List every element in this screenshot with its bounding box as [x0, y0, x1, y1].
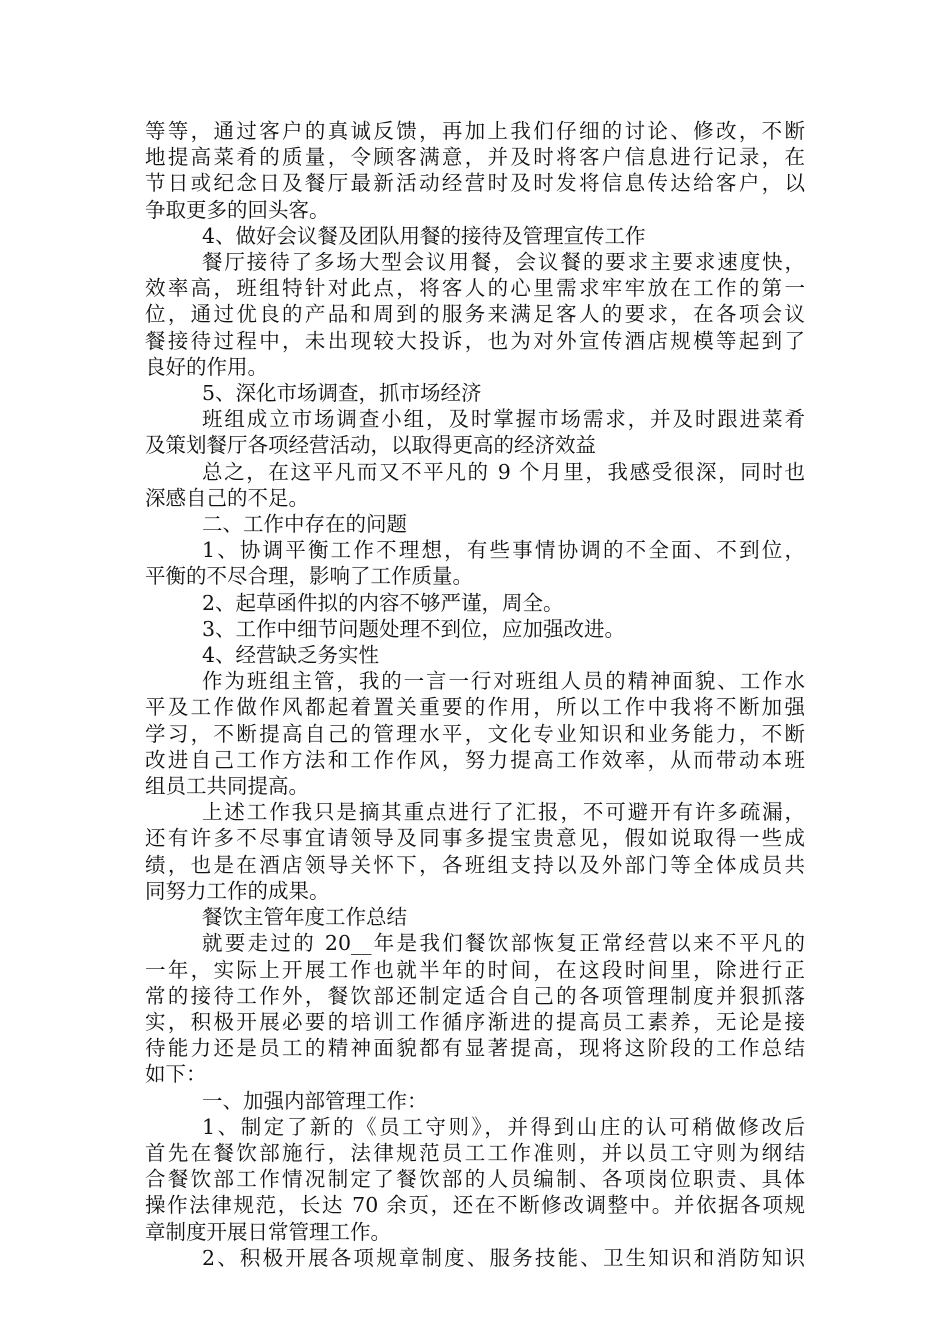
text-line: 餐厅接待了多场大型会议用餐，会议餐的要求主要求速度快，: [202, 250, 805, 275]
text-line: 同努力工作的成果。: [145, 878, 330, 903]
text-line: 2、起草函件拟的内容不够严谨，周全。: [202, 590, 564, 615]
document-body: [145, 118, 805, 1271]
text-line: 合餐饮部工作情况制定了餐饮部的人员编制、各项岗位职责、具体: [145, 1167, 805, 1192]
text-line: 等等，通过客户的真诚反馈，再加上我们仔细的讨论、修改，不断: [145, 119, 805, 143]
text-line: 餐接待过程中，未出现较大投诉，也为对外宣传酒店规模等起到了: [145, 328, 805, 353]
text-line: 章制度开展日常管理工作。: [145, 1219, 391, 1244]
text-line: 平衡的不尽合理，影响了工作质量。: [145, 564, 473, 589]
text-line: 如下：: [145, 1062, 207, 1087]
text-line: 绩，也是在酒店领导关怀下，各班组支持以及外部门等全体成员共: [145, 852, 805, 877]
text-line: 4、经营缺乏务实性: [202, 643, 380, 668]
text-line: 组员工共同提高。: [145, 774, 309, 799]
text-line: 3、工作中细节问题处理不到位，应加强改进。: [202, 616, 626, 641]
text-line: 地提高菜肴的质量，令顾客满意，并及时将客户信息进行记录，在: [145, 145, 805, 170]
text-line: 二、工作中存在的问题: [202, 512, 407, 537]
text-line: 位，通过优良的产品和周到的服务来满足客人的要求，在各项会议: [145, 302, 805, 327]
text-line: 一、加强内部管理工作：: [202, 1088, 428, 1113]
text-line: 餐饮主管年度工作总结: [202, 905, 407, 930]
text-line: 待能力还是员工的精神面貌都有显著提高，现将这阶段的工作总结: [145, 1036, 805, 1061]
text-line: 首先在餐饮部施行，法律规范员工工作准则，并以员工守则为纲结: [145, 1140, 805, 1165]
text-line: 5、深化市场调查，抓市场经济: [202, 381, 482, 406]
text-line: 学习，不断提高自己的管理水平，文化专业知识和业务能力，不断: [145, 721, 805, 746]
text-line: 操作法律规范，长达 70 余页，还在不断修改调整中。并依据各项规: [145, 1193, 805, 1218]
text-line: 作为班组主管，我的一言一行对班组人员的精神面貌、工作水: [202, 669, 805, 694]
text-line: 1、制定了新的《员工守则》，并得到山庄的认可稍做修改后: [202, 1114, 805, 1139]
text-line: 改进自己工作方法和工作作风，努力提高工作效率，从而带动本班: [145, 747, 805, 772]
text-line: 及策划餐厅各项经营活动，以取得更高的经济效益: [145, 433, 596, 458]
text-line: 1、协调平衡工作不理想，有些事情协调的不全面、不到位，: [202, 538, 805, 563]
text-line: 争取更多的回头客。: [145, 197, 330, 222]
text-line: 班组成立市场调查小组，及时掌握市场需求，并及时跟进菜肴: [202, 407, 805, 432]
text-line: 节日或纪念日及餐厅最新活动经营时及时发将信息传达给客户，以: [145, 171, 805, 196]
text-line: 深感自己的不足。: [145, 485, 309, 510]
text-line: 就要走过的 20__年是我们餐饮部恢复正常经营以来不平凡的: [202, 931, 805, 956]
text-line: 实，积极开展必要的培训工作循序渐进的提高员工素养，无论是接: [145, 1009, 805, 1034]
text-line: 良好的作用。: [145, 354, 268, 379]
text-line: 平及工作做作风都起着置关重要的作用，所以工作中我将不断加强: [145, 695, 805, 720]
text-line: 4、做好会议餐及团队用餐的接待及管理宣传工作: [202, 223, 646, 248]
text-line: 一年，实际上开展工作也就半年的时间，在这段时间里，除进行正: [145, 957, 805, 982]
text-line: 总之，在这平凡而又不平凡的 9 个月里，我感受很深，同时也: [202, 459, 805, 484]
text-line: 还有许多不尽事宜请领导及同事多提宝贵意见，假如说取得一些成: [145, 826, 805, 851]
text-line: 上述工作我只是摘其重点进行了汇报，不可避开有许多疏漏，: [202, 800, 805, 825]
text-line: 效率高，班组特针对此点，将客人的心里需求牢牢放在工作的第一: [145, 276, 805, 301]
text-line: 2、积极开展各项规章制度、服务技能、卫生知识和消防知识: [202, 1245, 805, 1270]
text-line: 常的接待工作外，餐饮部还制定适合自己的各项管理制度并狠抓落: [145, 983, 805, 1008]
